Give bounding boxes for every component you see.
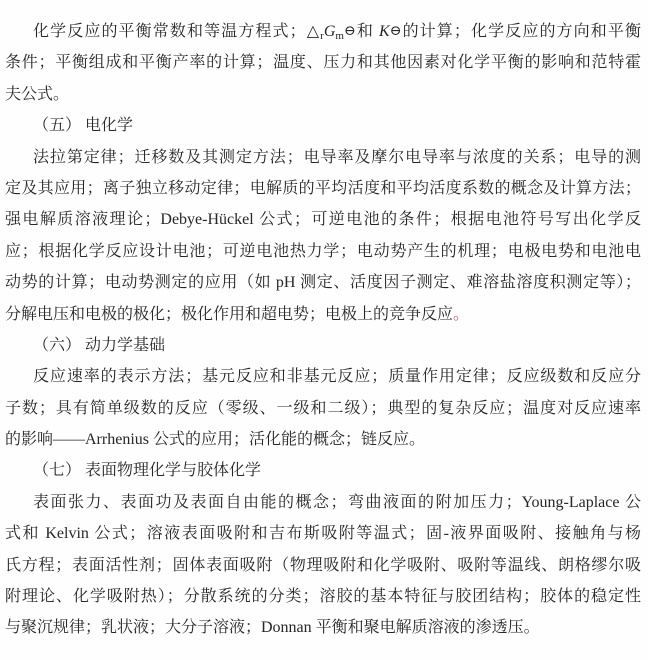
text-line-electrochem-1: 法拉第定律；迁移数及其测定方法；电导率及摩尔电导率与浓度的关系；电导的测	[33, 148, 641, 166]
formula-symbol-K: K	[379, 23, 390, 40]
formula-pre: 化学反应的平衡常数和等温方程式；△	[33, 23, 321, 40]
text-line-equilibrium-3: 夫公式。	[5, 85, 70, 103]
text-line-surface-1: 表面张力、表面功及表面自由能的概念；弯曲液面的附加压力；Young-Laplace 公	[33, 493, 641, 511]
section-heading-7-surface-colloid: （七） 表面物理化学与胶体化学	[33, 462, 262, 480]
text-line-electrochem-5: 动势的计算；电动势测定的应用（如 pH 测定、活度因子测定、难溶盐溶度积测定等）；	[5, 274, 641, 292]
standard-state-symbol: ⊖	[343, 24, 356, 39]
formula-symbol-G: G	[323, 23, 336, 40]
text-line-electrochem-6	[5, 299, 641, 330]
text-line-electrochem-4: 应；根据化学反应设计电池；可逆电池热力学；电动势产生的机理；电极电势和电池电	[5, 242, 641, 260]
text-line-surface-5: 与聚沉规律；乳状液；大分子溶液；Donnan 平衡和聚电解质溶液的渗透压。	[5, 619, 540, 637]
section-heading-6-kinetics: （六） 动力学基础	[33, 336, 166, 354]
text-line-kinetics-1: 反应速率的表示方法；基元反应和非基元反应；质量作用定律；反应级数和反应分	[33, 368, 641, 386]
section-heading-5-electrochemistry: （五） 电化学	[33, 117, 134, 135]
text-line-surface-3: 氏方程；表面活性剂；固体表面吸附（物理吸附和化学吸附、吸附等温线、朗格缪尔吸	[5, 556, 641, 574]
text-line-surface-2: 式和 Kelvin 公式；溶液表面吸附和吉布斯吸附等温式；固-液界面吸附、接触角与杨	[5, 525, 641, 543]
text-line-surface-4: 附理论、化学吸附热）；分散系统的分类；溶胶的基本特征与胶团结构；胶体的稳定性	[5, 588, 641, 606]
text-line-electrochem-2: 定及其应用；离子独立移动定律；电解质的平均活度和平均活度系数的概念及计算方法；	[5, 179, 641, 197]
text-run: 分解电压和电极的极化；极化作用和超电势；电极上的竞争反应	[5, 305, 454, 323]
text-line-equilibrium-1	[5, 16, 641, 47]
formula-post: 的计算；化学反应的方向和平衡	[401, 23, 641, 40]
standard-state-symbol: ⊖	[389, 24, 402, 39]
text-line-equilibrium-2: 条件；平衡组成和平衡产率的计算；温度、压力和其他因素对化学平衡的影响和范特霍	[5, 54, 641, 72]
formula-subscript-r: r	[320, 30, 324, 42]
text-line-kinetics-2: 子数；具有简单级数的反应（零级、一级和二级）；典型的复杂反应；温度对反应速率	[5, 399, 641, 417]
text-line-kinetics-3: 的影响——Arrhenius 公式的应用；活化能的概念；链反应。	[5, 431, 425, 449]
formula-mid: 和	[355, 23, 380, 40]
formula-subscript-m: m	[335, 30, 344, 42]
text-line-electrochem-3: 强电解质溶液理论；Debye-Hückel 公式；可逆电池的条件；根据电池符号写出化学反	[5, 211, 641, 229]
red-period-mark: 。	[453, 305, 470, 323]
